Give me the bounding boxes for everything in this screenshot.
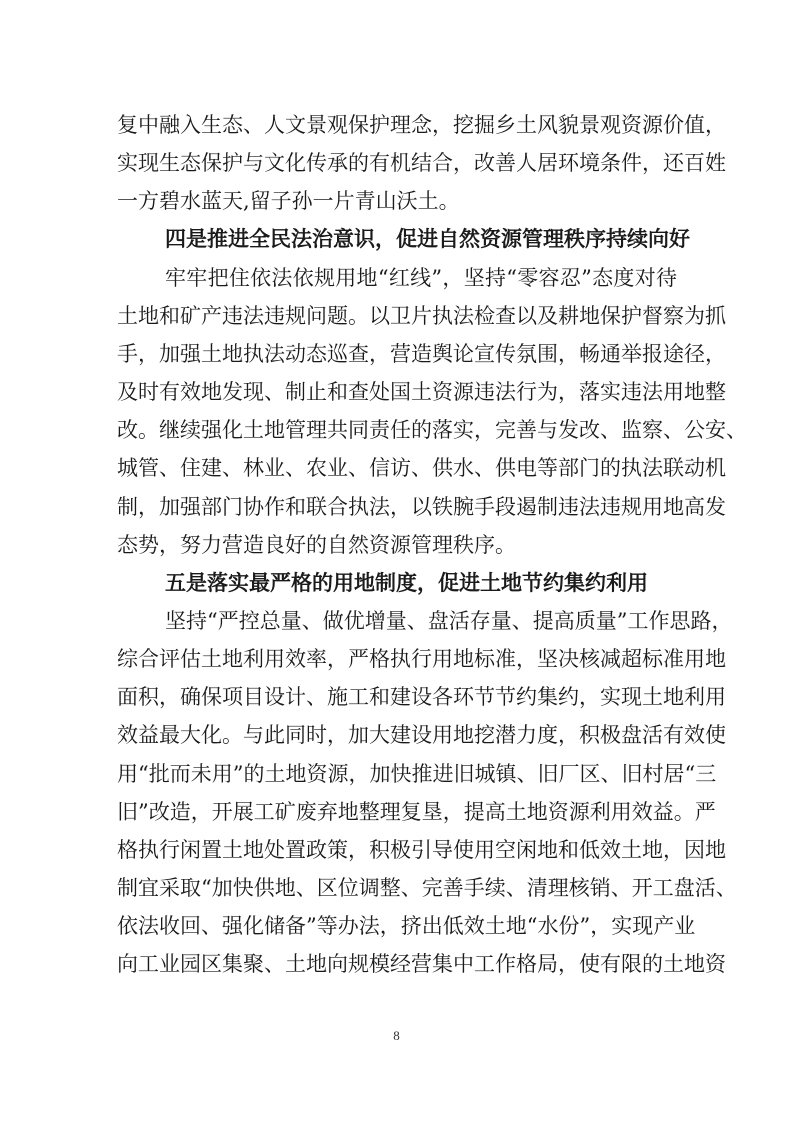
text-line: 牢牢把住依法依规用地“红线”，坚持“零容忍”态度对待 xyxy=(165,265,677,290)
text-line: 效益最大化。与此同时，加大建设用地挖潜力度，积极盘活有效使 xyxy=(117,723,726,748)
text-line: 依法收回、强化储备”等办法，挤出低效土地“水份”，实现产业 xyxy=(117,914,696,939)
text-line: 手，加强土地执法动态巡查，营造舆论宣传氛围，畅通举报途径， xyxy=(117,341,726,366)
text-line: 城管、住建、林业、农业、信访、供水、供电等部门的执法联动机 xyxy=(117,456,726,481)
text-line: 态势，努力营造良好的自然资源管理秩序。 xyxy=(117,532,516,557)
text-line: 用“批而未用”的土地资源，加快推进旧城镇、旧厂区、旧村居“三 xyxy=(117,761,717,786)
text-line: 制，加强部门协作和联合执法，以铁腕手段遏制违法违规用地高发 xyxy=(117,494,726,519)
text-line: 制宜采取“加快供地、区位调整、完善手续、清理核销、开工盘活、 xyxy=(117,876,737,900)
section-heading: 四是推进全民法治意识，促进自然资源管理秩序持续向好 xyxy=(165,226,690,252)
text-line: 旧”改造，开展工矿废弃地整理复垦，提高土地资源利用效益。严 xyxy=(117,799,716,824)
section-heading: 五是落实最严格的用地制度，促进土地节约集约利用 xyxy=(165,569,648,595)
text-line: 面积，确保项目设计、施工和建设各环节节约集约，实现土地利用 xyxy=(117,685,726,710)
text-line: 坚持“严控总量、做优增量、盘活存量、提高质量”工作思路， xyxy=(165,609,733,633)
text-line: 格执行闲置土地处置政策，积极引导使用空闲地和低效土地，因地 xyxy=(117,837,726,862)
text-line: 及时有效地发现、制止和查处国土资源违法行为，落实违法用地整 xyxy=(117,380,726,405)
text-line: 综合评估土地利用效率，严格执行用地标准，坚决核减超标准用地 xyxy=(117,647,726,672)
text-line: 改。继续强化土地管理共同责任的落实，完善与发改、监察、公安、 xyxy=(117,418,747,443)
page-number: 8 xyxy=(393,1028,400,1043)
text-line: 一方碧水蓝天,留子孙一片青山沃土。 xyxy=(117,189,460,214)
text-line: 实现生态保护与文化传承的有机结合，改善人居环境条件，还百姓 xyxy=(117,151,726,176)
text-line: 土地和矿产违法违规问题。以卫片执法检查以及耕地保护督察为抓 xyxy=(117,303,726,328)
text-line: 复中融入生态、人文景观保护理念，挖掘乡土风貌景观资源价值， xyxy=(117,113,726,137)
text-line: 向工业园区集聚、土地向规模经营集中工作格局，使有限的土地资 xyxy=(117,952,726,977)
